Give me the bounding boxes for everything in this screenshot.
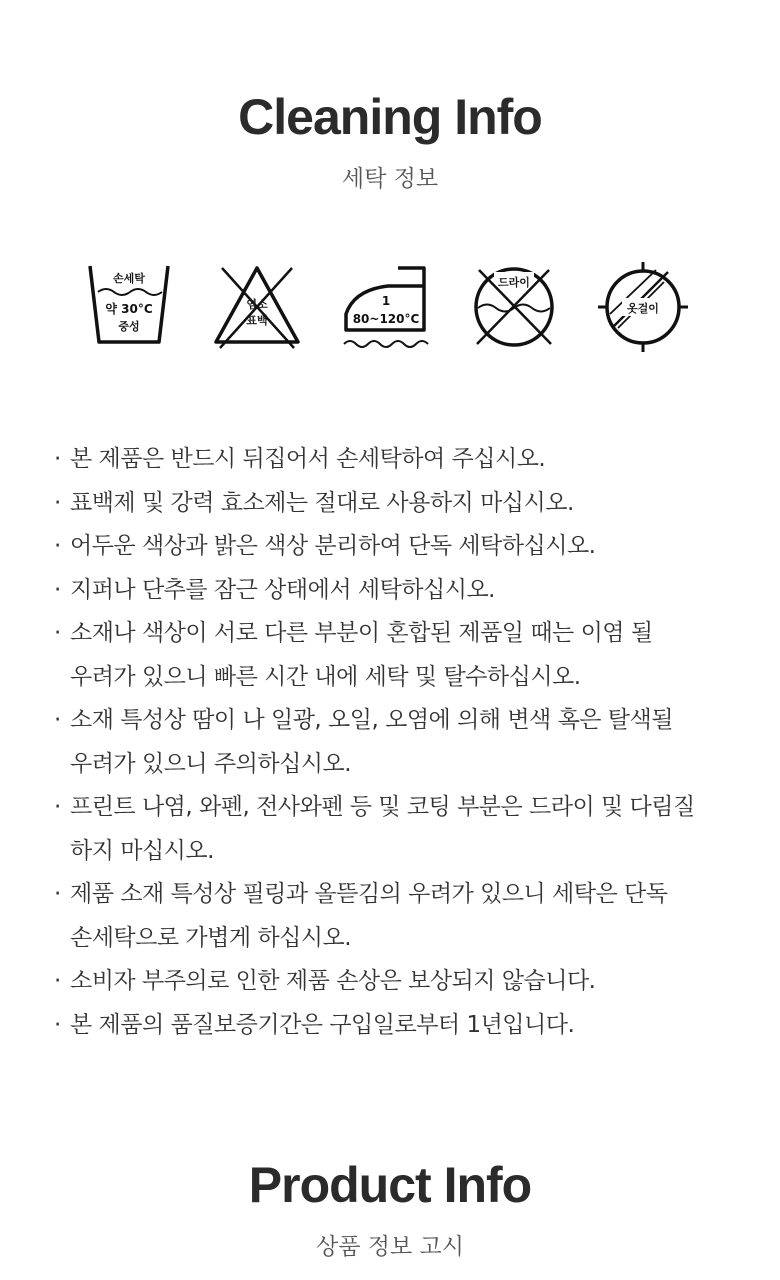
hand-wash-temp: 약 30°C <box>105 302 153 316</box>
cleaning-note <box>54 482 754 526</box>
cleaning-notes-list <box>54 438 754 1047</box>
cleaning-info-subtitle: 세탁 정보 <box>341 166 439 192</box>
note-text: 지퍼나 단추를 잠근 상태에서 세탁하십시오. <box>70 576 495 603</box>
note-text-continued: 손세탁으로 가볍게 하십시오. <box>70 924 352 951</box>
note-text: 소비자 부주의로 인한 제품 손상은 보상되지 않습니다. <box>70 968 596 994</box>
note-text: 본 제품은 반드시 뒤집어서 손세탁하여 주십시오. <box>70 446 546 472</box>
cleaning-note <box>54 873 754 960</box>
no-dry-clean-label: 드라이 <box>498 276 530 289</box>
cleaning-note <box>54 960 754 1004</box>
no-bleach-label-line2: 표백 <box>246 314 268 327</box>
note-bullet: · <box>54 881 61 907</box>
product-info-subtitle: 상품 정보 고시 <box>316 1234 464 1260</box>
note-text: 프린트 나염, 와펜, 전사와펜 등 및 코팅 부분은 드라이 및 다림질 <box>70 794 695 820</box>
iron-level: 1 <box>381 294 391 308</box>
cleaning-note <box>54 525 754 569</box>
care-icons-row <box>0 262 780 352</box>
cleaning-info-title: Cleaning Info <box>238 89 542 145</box>
no-hanger-dry-label: 옷걸이 <box>627 302 659 315</box>
note-text-continued: 우려가 있으니 주의하십시오. <box>70 750 352 777</box>
note-bullet: · <box>54 620 61 646</box>
cleaning-note <box>54 786 754 873</box>
cleaning-note <box>54 1004 754 1048</box>
no-hanger-dry-icon <box>598 262 688 352</box>
no-dry-clean-icon <box>469 262 559 352</box>
cleaning-note <box>54 612 754 699</box>
note-text: 본 제품의 품질보증기간은 구입일로부터 1년입니다. <box>70 1011 575 1038</box>
cleaning-note <box>54 438 754 482</box>
cleaning-note <box>54 569 754 613</box>
hand-wash-label: 손세탁 <box>113 272 145 285</box>
iron-icon <box>342 262 432 352</box>
no-bleach-label-line1: 염소 <box>246 298 268 311</box>
cleaning-note <box>54 699 754 786</box>
note-text: 소재나 색상이 서로 다른 부분이 혼합된 제품일 때는 이염 될 <box>70 620 653 646</box>
note-bullet: · <box>54 968 61 994</box>
hand-wash-detergent: 중성 <box>118 320 140 333</box>
hand-wash-icon <box>84 262 174 352</box>
note-text: 소재 특성상 땀이 나 일광, 오일, 오염에 의해 변색 혹은 탈색될 <box>70 707 673 733</box>
note-text-continued: 우려가 있으니 빠른 시간 내에 세탁 및 탈수하십시오. <box>70 663 581 690</box>
note-bullet: · <box>54 576 61 603</box>
note-bullet: · <box>54 489 61 516</box>
no-bleach-icon <box>212 262 302 352</box>
note-bullet: · <box>54 794 61 820</box>
note-text: 표백제 및 강력 효소제는 절대로 사용하지 마십시오. <box>70 489 574 516</box>
iron-temp: 80~120°C <box>352 312 420 326</box>
note-text: 어두운 색상과 밝은 색상 분리하여 단독 세탁하십시오. <box>70 533 596 559</box>
product-info-title: Product Info <box>248 1157 532 1213</box>
note-bullet: · <box>54 446 61 472</box>
note-bullet: · <box>54 533 61 559</box>
note-text: 제품 소재 특성상 필링과 올뜯김의 우려가 있으니 세탁은 단독 <box>70 881 668 907</box>
note-text-continued: 하지 마십시오. <box>70 837 214 864</box>
note-bullet: · <box>54 707 61 733</box>
note-bullet: · <box>54 1011 61 1038</box>
